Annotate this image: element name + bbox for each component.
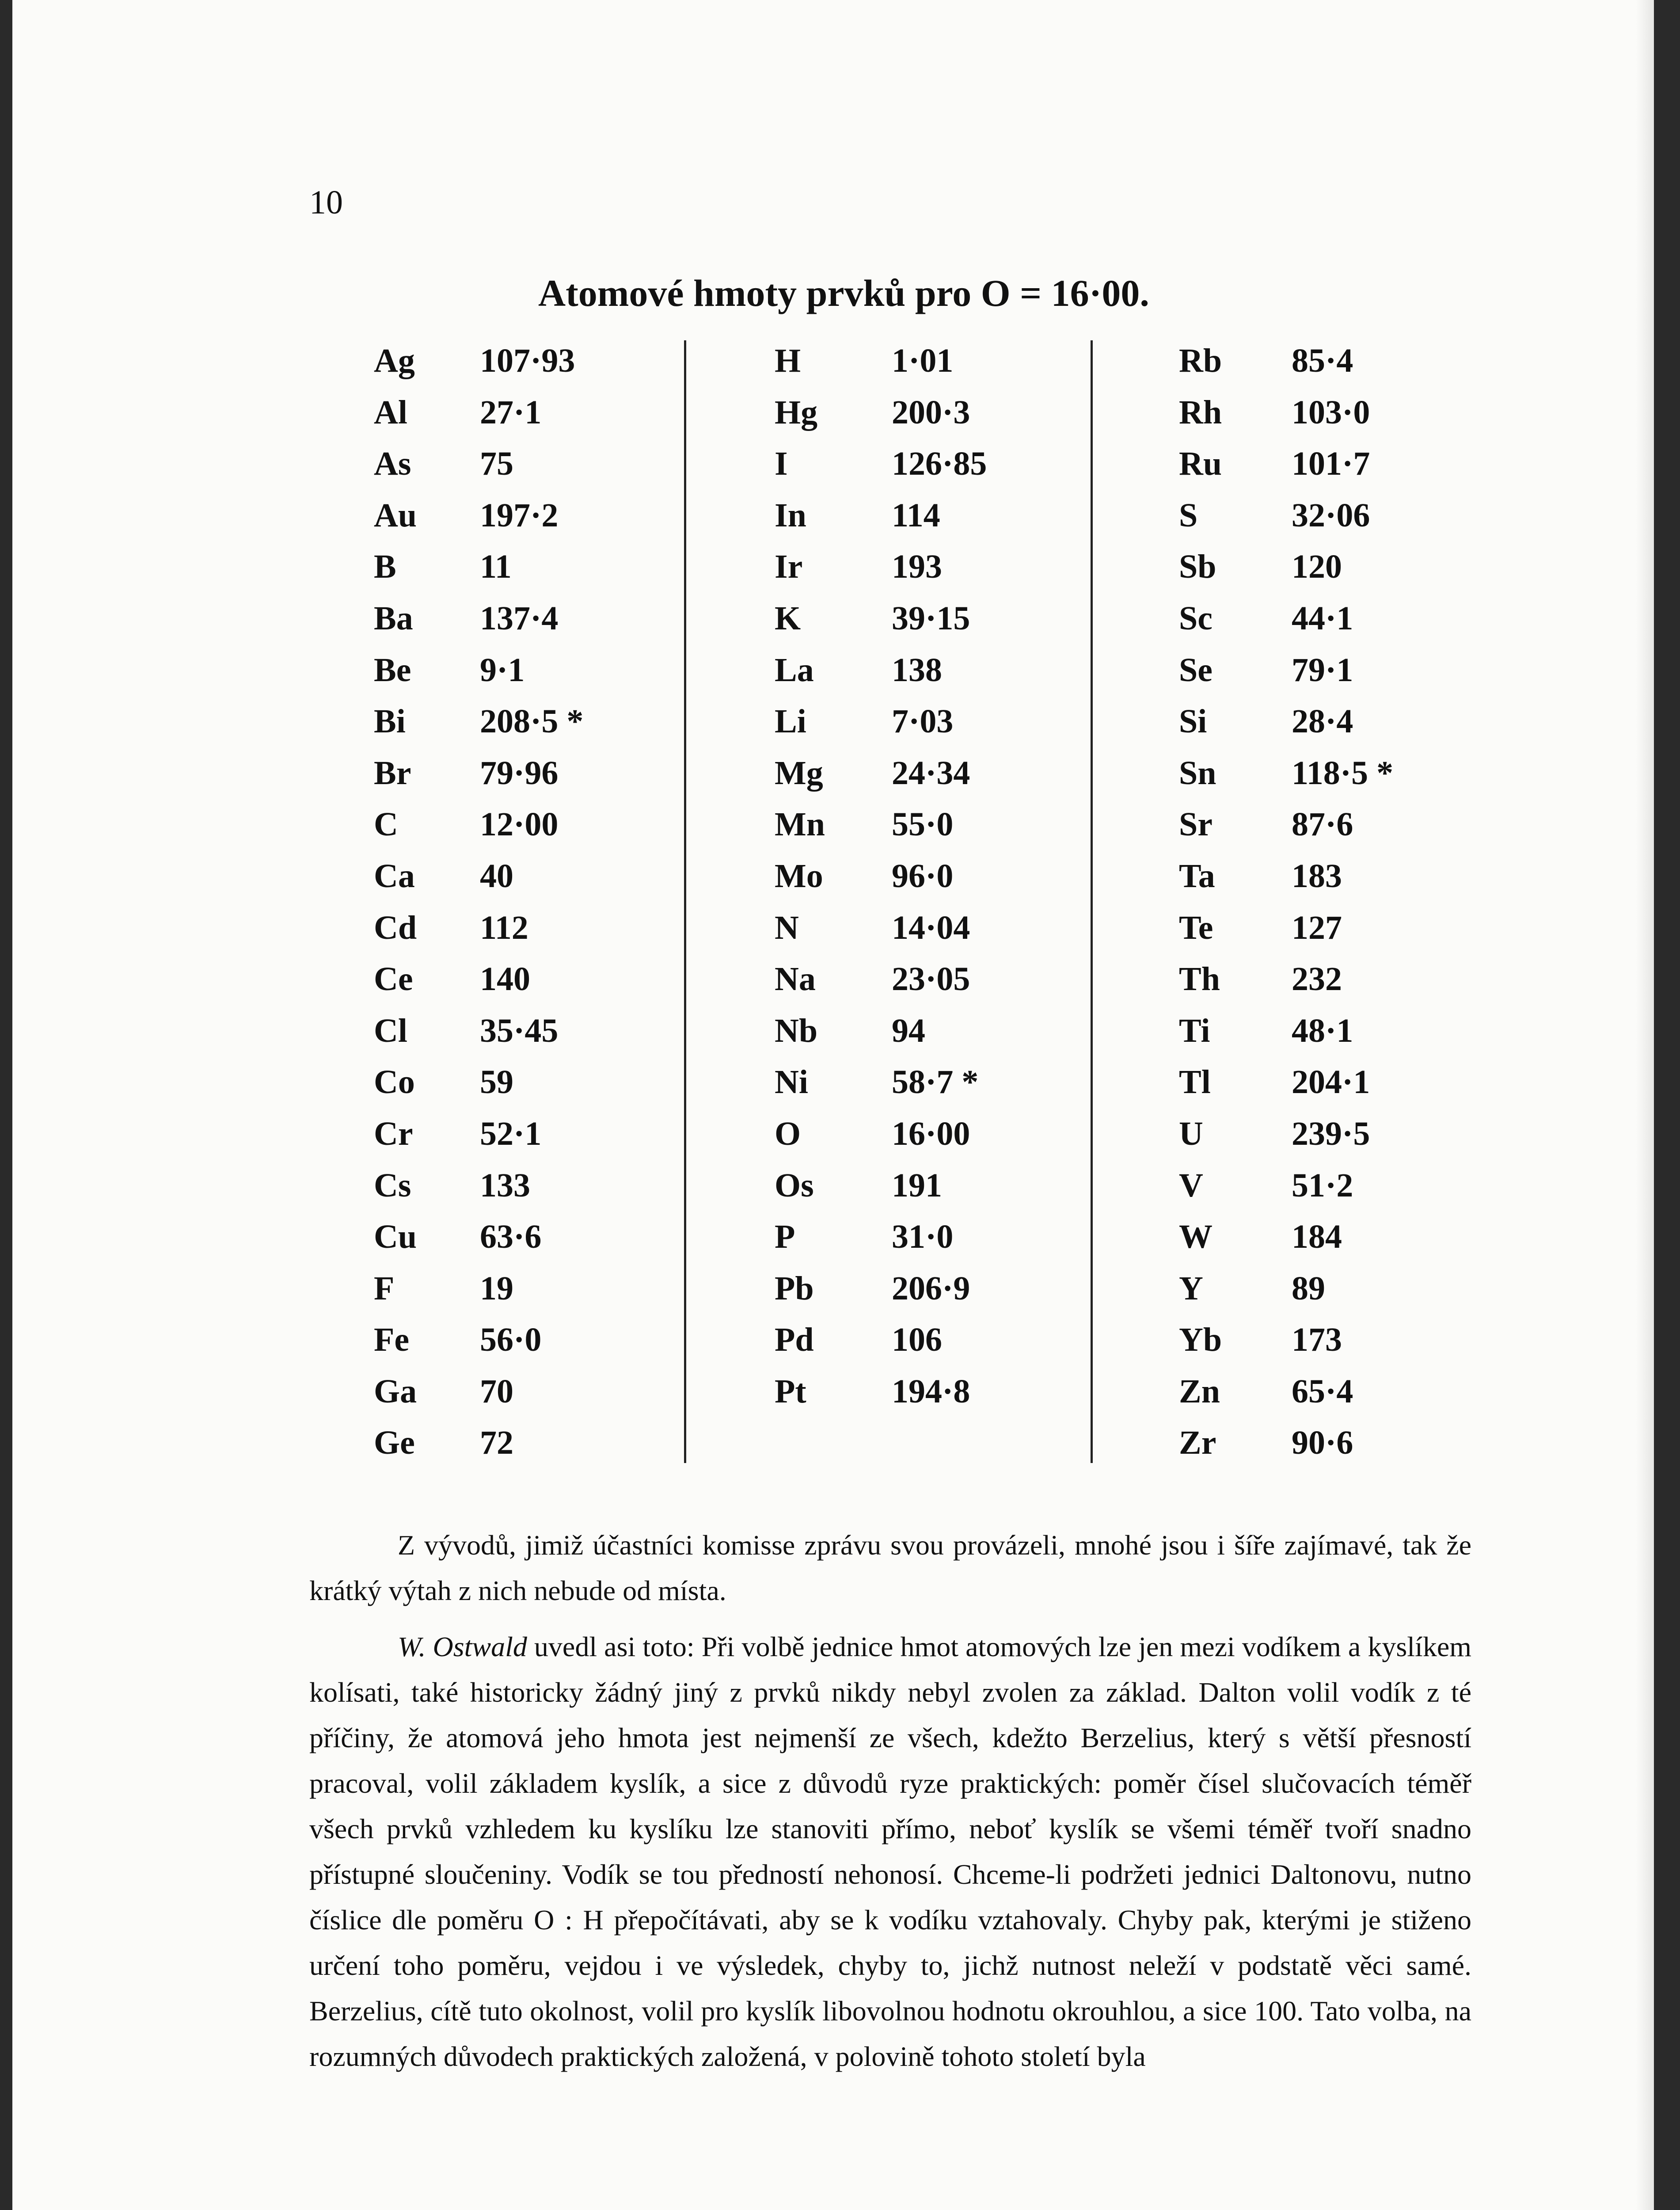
atomic-mass: 9·1	[480, 651, 525, 689]
element-symbol: Hg	[775, 393, 818, 431]
element-symbol: Ba	[374, 599, 413, 637]
atomic-mass: 27·1	[480, 393, 542, 431]
element-symbol: Te	[1179, 909, 1213, 946]
atomic-mass: 183	[1292, 857, 1342, 895]
element-symbol: Sc	[1179, 599, 1212, 637]
element-symbol: Al	[374, 393, 407, 431]
atomic-mass: 55·0	[892, 806, 954, 843]
atomic-mass: 101·7	[1292, 445, 1370, 483]
element-symbol: Cl	[374, 1012, 407, 1049]
element-symbol: Y	[1179, 1269, 1203, 1307]
atomic-mass: 137·4	[480, 599, 559, 637]
element-symbol: Mo	[775, 857, 823, 895]
atomic-mass: 118·5 *	[1292, 754, 1394, 792]
element-symbol: Ta	[1179, 857, 1215, 895]
element-symbol: In	[775, 496, 806, 534]
element-symbol: I	[775, 445, 788, 483]
element-symbol: W	[1179, 1218, 1212, 1256]
atomic-mass: 239·5	[1292, 1115, 1370, 1152]
element-symbol: Cr	[374, 1115, 413, 1152]
atomic-mass: 59	[480, 1063, 513, 1101]
element-symbol: Cu	[374, 1218, 417, 1256]
element-symbol: Mg	[775, 754, 823, 792]
atomic-mass: 28·4	[1292, 703, 1353, 740]
atomic-mass: 1·01	[892, 342, 954, 379]
atomic-mass: 23·05	[892, 960, 970, 998]
element-symbol: Bi	[374, 703, 406, 740]
atomic-mass: 48·1	[1292, 1012, 1353, 1049]
element-symbol: Ni	[775, 1063, 808, 1101]
element-symbol: Rh	[1179, 393, 1222, 431]
element-symbol: Nb	[775, 1012, 818, 1049]
page-number: 10	[309, 184, 343, 221]
atomic-mass: 7·03	[892, 703, 954, 740]
element-symbol: N	[775, 909, 799, 946]
atomic-mass: 14·04	[892, 909, 970, 946]
column-divider	[684, 340, 686, 1463]
atomic-mass: 44·1	[1292, 599, 1353, 637]
atomic-mass: 197·2	[480, 496, 559, 534]
atomic-mass: 39·15	[892, 599, 970, 637]
atomic-mass: 16·00	[892, 1115, 970, 1152]
atomic-mass: 70	[480, 1372, 513, 1410]
element-symbol: Ag	[374, 342, 415, 379]
atomic-mass: 96·0	[892, 857, 954, 895]
table-title: Atomové hmoty prvků pro O = 16·00.	[538, 272, 1149, 314]
atomic-mass: 114	[892, 496, 940, 534]
atomic-mass: 90·6	[1292, 1424, 1353, 1462]
atomic-mass: 94	[892, 1012, 925, 1049]
element-symbol: Fe	[374, 1321, 410, 1359]
element-symbol: Co	[374, 1063, 415, 1101]
element-symbol: Zr	[1179, 1424, 1216, 1462]
element-symbol: B	[374, 548, 396, 586]
paragraph-2-text: uvedl asi toto: Při volbě jednice hmot atomových lze jen mezi vodíkem a kyslíkem kolísati, také historicky žádný jiný z prvků nikdy nebyl zvolen za základ. Dalton volil vodík z té příčiny, že atomová jeho hmota jest nejmenší ze všech, kdežto Berzelius, který s větší přesností pracoval, volil základem kyslík, a sice z důvodů ryze praktických: poměr čísel slučovacích téměř všech prvků vzhledem ku kyslíku lze stanoviti přímo, neboť kyslík se všemi téměř tvoří snadno přístupné sloučeniny. Vodík se tou předností nehonosí. Chceme-li podržeti jednici Daltonovu, nutno číslice dle poměru O : H přepočítávati, aby se k vodíku vztahovaly. Chyby pak, kterými je stiženo určení toho poměru, vejdou i ve výsledek, chyby to, jichž nutnost neleží v podstatě věci samé. Berzelius, cítě tuto okolnost, volil pro kyslík libovolnou hodnotu okrouhlou, a sice 100. Tato volba, na rozumných důvodech praktických založená, v polovině tohoto století byla	[309, 1631, 1472, 2072]
element-symbol: Ru	[1179, 445, 1222, 483]
element-symbol: H	[775, 342, 801, 379]
atomic-mass: 79·1	[1292, 651, 1353, 689]
paragraph-1: Z vývodů, jimiž účastníci komisse zprávu svou provázeli, mnohé jsou i šíře zajímavé, tak že krátký výtah z nich nebude od místa.	[309, 1529, 1471, 1606]
element-symbol: Sb	[1179, 548, 1216, 586]
atomic-mass: 24·34	[892, 754, 970, 792]
page-edge-shadow	[1636, 0, 1654, 2210]
element-symbol: Be	[374, 651, 411, 689]
atomic-mass: 12·00	[480, 806, 559, 843]
element-symbol: P	[775, 1218, 795, 1256]
element-symbol: Pd	[775, 1321, 814, 1359]
atomic-mass: 31·0	[892, 1218, 954, 1256]
element-symbol: Ca	[374, 857, 415, 895]
atomic-mass: 103·0	[1292, 393, 1370, 431]
element-symbol: Se	[1179, 651, 1212, 689]
element-symbol: Na	[775, 960, 816, 998]
element-symbol: La	[775, 651, 814, 689]
atomic-mass: 89	[1292, 1269, 1325, 1307]
atomic-mass: 19	[480, 1269, 513, 1307]
atomic-mass: 32·06	[1292, 496, 1370, 534]
atomic-mass: 138	[892, 651, 942, 689]
atomic-mass: 193	[892, 548, 942, 586]
atomic-mass: 35·45	[480, 1012, 559, 1049]
atomic-mass: 107·93	[480, 342, 575, 379]
element-symbol: V	[1179, 1166, 1203, 1204]
atomic-mass: 120	[1292, 548, 1342, 586]
atomic-mass: 208·5 *	[480, 703, 584, 740]
atomic-mass: 65·4	[1292, 1372, 1353, 1410]
atomic-mass: 204·1	[1292, 1063, 1370, 1101]
element-symbol: Ge	[374, 1424, 415, 1462]
element-symbol: Sn	[1179, 754, 1216, 792]
column-divider	[1091, 340, 1093, 1463]
element-symbol: Sr	[1179, 806, 1212, 843]
atomic-mass: 173	[1292, 1321, 1342, 1359]
element-symbol: K	[775, 599, 801, 637]
atomic-mass: 133	[480, 1166, 530, 1204]
atomic-mass: 184	[1292, 1218, 1342, 1256]
element-symbol: Pt	[775, 1372, 806, 1410]
atomic-mass: 112	[480, 909, 528, 946]
page	[12, 0, 1654, 2210]
element-symbol: Au	[374, 496, 417, 534]
atomic-mass: 52·1	[480, 1115, 542, 1152]
element-symbol: U	[1179, 1115, 1203, 1152]
element-symbol: Tl	[1179, 1063, 1211, 1101]
atomic-mass: 51·2	[1292, 1166, 1353, 1204]
atomic-mass: 79·96	[480, 754, 559, 792]
element-symbol: Br	[374, 754, 411, 792]
atomic-mass: 85·4	[1292, 342, 1353, 379]
atomic-mass: 126·85	[892, 445, 987, 483]
atomic-mass: 56·0	[480, 1321, 542, 1359]
element-symbol: Ce	[374, 960, 413, 998]
element-symbol: Zn	[1179, 1372, 1220, 1410]
author-name: W. Ostwald	[398, 1631, 527, 1662]
atomic-mass: 232	[1292, 960, 1342, 998]
atomic-mass: 206·9	[892, 1269, 970, 1307]
element-symbol: Cs	[374, 1166, 411, 1204]
element-symbol: C	[374, 806, 398, 843]
atomic-mass: 63·6	[480, 1218, 542, 1256]
element-symbol: Pb	[775, 1269, 814, 1307]
element-symbol: Li	[775, 703, 806, 740]
atomic-mass: 72	[480, 1424, 513, 1462]
atomic-mass: 191	[892, 1166, 942, 1204]
atomic-mass: 75	[480, 445, 513, 483]
element-symbol: Rb	[1179, 342, 1222, 379]
atomic-mass: 58·7 *	[892, 1063, 979, 1101]
element-symbol: Ga	[374, 1372, 417, 1410]
atomic-mass: 106	[892, 1321, 942, 1359]
atomic-mass: 140	[480, 960, 530, 998]
paragraph-2	[309, 1624, 1471, 2079]
element-symbol: Ti	[1179, 1012, 1210, 1049]
element-symbol: Mn	[775, 806, 825, 843]
atomic-mass: 200·3	[892, 393, 970, 431]
element-symbol: Yb	[1179, 1321, 1222, 1359]
atomic-mass: 87·6	[1292, 806, 1353, 843]
element-symbol: As	[374, 445, 411, 483]
element-symbol: Cd	[374, 909, 417, 946]
element-symbol: F	[374, 1269, 395, 1307]
atomic-mass: 40	[480, 857, 513, 895]
element-symbol: Th	[1179, 960, 1220, 998]
element-symbol: Ir	[775, 548, 803, 586]
atomic-mass: 11	[480, 548, 512, 586]
atomic-mass: 127	[1292, 909, 1342, 946]
element-symbol: O	[775, 1115, 801, 1152]
atomic-mass: 194·8	[892, 1372, 970, 1410]
element-symbol: Os	[775, 1166, 814, 1204]
element-symbol: Si	[1179, 703, 1207, 740]
element-symbol: S	[1179, 496, 1198, 534]
